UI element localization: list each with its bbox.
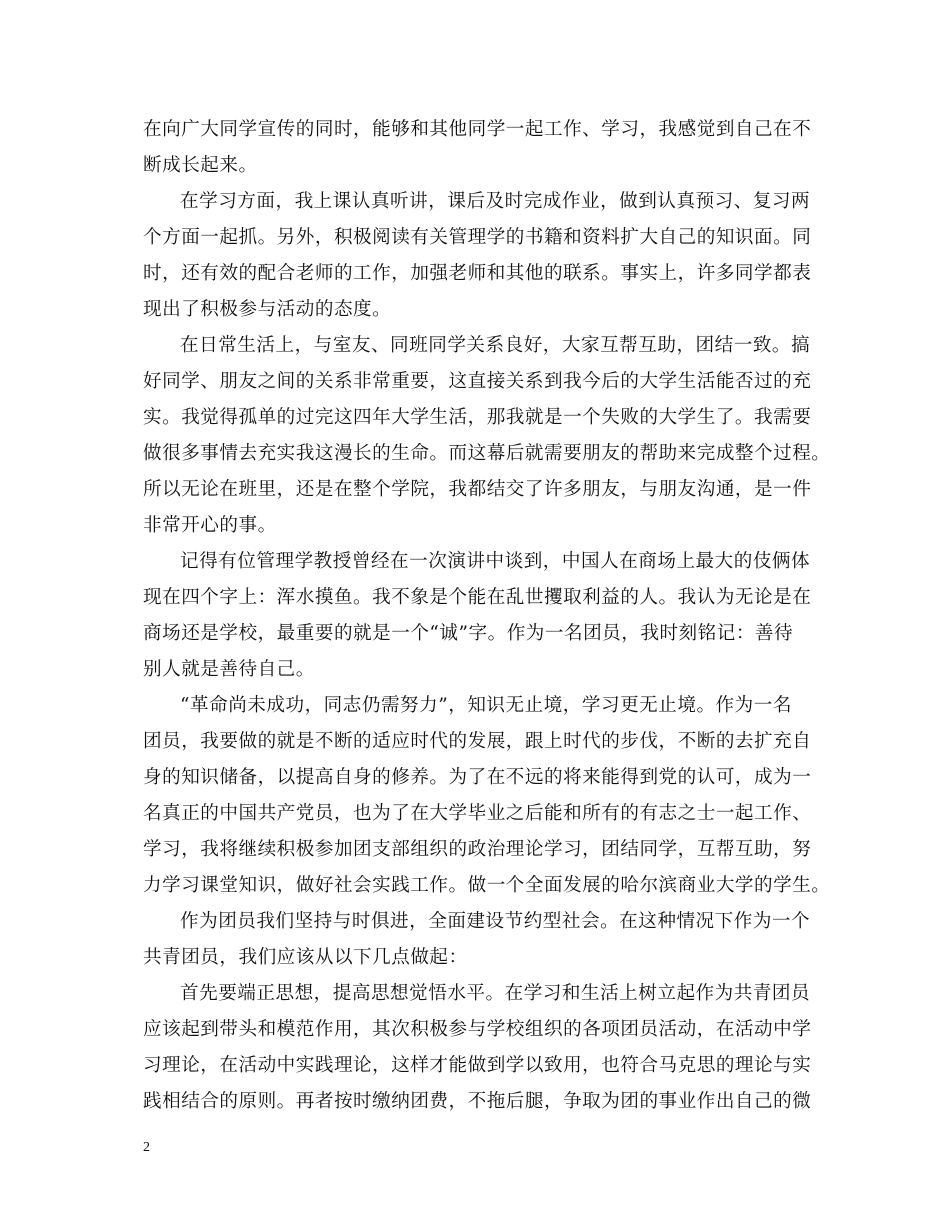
document-body xyxy=(143,112,831,1120)
text-line: 在向广大同学宣传的同时，能够和其他同学一起工作、学习，我感觉到自己在不 xyxy=(143,119,812,140)
text-line: 商场还是学校，最重要的就是一个“诚”字。作为一名团员，我时刻铭记：善待 xyxy=(143,623,794,644)
text-line: 力学习课堂知识，做好社会实践工作。做一个全面发展的哈尔滨商业大学的学生。 xyxy=(143,875,831,896)
text-line: 所以无论在班里，还是在整个学院，我都结交了许多朋友，与朋友沟通，是一件 xyxy=(143,479,812,500)
text-line: 身的知识储备，以提高自身的修养。为了在不远的将来能得到党的认可，成为一 xyxy=(143,767,812,788)
text-line: 习理论，在活动中实践理论，这样才能做到学以致用，也符合马克思的理论与实 xyxy=(143,1055,812,1076)
text-line: 践相结合的原则。再者按时缴纳团费，不拖后腿，争取为团的事业作出自己的微 xyxy=(143,1091,812,1112)
paragraph-4 xyxy=(143,544,823,688)
text-line: 作为团员我们坚持与时俱进，全面建设节约型社会。在这种情况下作为一个 xyxy=(180,911,811,932)
text-line: 学习，我将继续积极参加团支部组织的政治理论学习，团结同学，互帮互助，努 xyxy=(143,839,812,860)
text-line: 时，还有效的配合老师的工作，加强老师和其他的联系。事实上，许多同学都表 xyxy=(143,263,812,284)
text-line: 首先要端正思想，提高思想觉悟水平。在学习和生活上树立起作为共青团员 xyxy=(180,983,811,1004)
text-line: 实。我觉得孤单的过完这四年大学生活，那我就是一个失败的大学生了。我需要 xyxy=(143,407,812,428)
text-line: 共青团员，我们应该从以下几点做起： xyxy=(143,947,468,968)
text-line: 好同学、朋友之间的关系非常重要，这直接关系到我今后的大学生活能否过的充 xyxy=(143,371,812,392)
text-line: 做很多事情去充实我这漫长的生命。而这幕后就需要朋友的帮助来完成整个过程。 xyxy=(143,443,831,464)
paragraph-3 xyxy=(143,328,831,544)
paragraph-5 xyxy=(143,688,831,904)
text-line: 断成长起来。 xyxy=(143,155,258,176)
text-line: 个方面一起抓。另外，积极阅读有关管理学的书籍和资料扩大自己的知识面。同 xyxy=(143,227,812,248)
text-line: 名真正的中国共产党员，也为了在大学毕业之后能和所有的有志之士一起工作、 xyxy=(143,803,812,824)
text-line: 现在四个字上：浑水摸鱼。我不象是个能在乱世攫取利益的人。我认为无论是在 xyxy=(143,587,812,608)
paragraph-1 xyxy=(143,112,823,184)
text-line: 在学习方面，我上课认真听讲，课后及时完成作业，做到认真预习、复习两 xyxy=(180,191,811,212)
text-line: 记得有位管理学教授曾经在一次演讲中谈到，中国人在商场上最大的伎俩体 xyxy=(180,551,811,572)
paragraph-6 xyxy=(143,904,823,976)
text-line: 在日常生活上，与室友、同班同学关系良好，大家互帮互助，团结一致。搞 xyxy=(180,335,811,356)
text-line: 现出了积极参与活动的态度。 xyxy=(143,299,392,320)
page-number: 2 xyxy=(143,1140,150,1155)
text-line: 非常开心的事。 xyxy=(143,515,277,536)
paragraph-7 xyxy=(143,976,823,1120)
text-line: 团员，我要做的就是不断的适应时代的发展，跟上时代的步伐，不断的去扩充自 xyxy=(143,731,812,752)
text-line: “革命尚未成功，同志仍需努力”，知识无止境，学习更无止境。作为一名 xyxy=(180,695,792,716)
paragraph-2 xyxy=(143,184,823,328)
text-line: 别人就是善待自己。 xyxy=(143,659,315,680)
text-line: 应该起到带头和模范作用，其次积极参与学校组织的各项团员活动，在活动中学 xyxy=(143,1019,812,1040)
